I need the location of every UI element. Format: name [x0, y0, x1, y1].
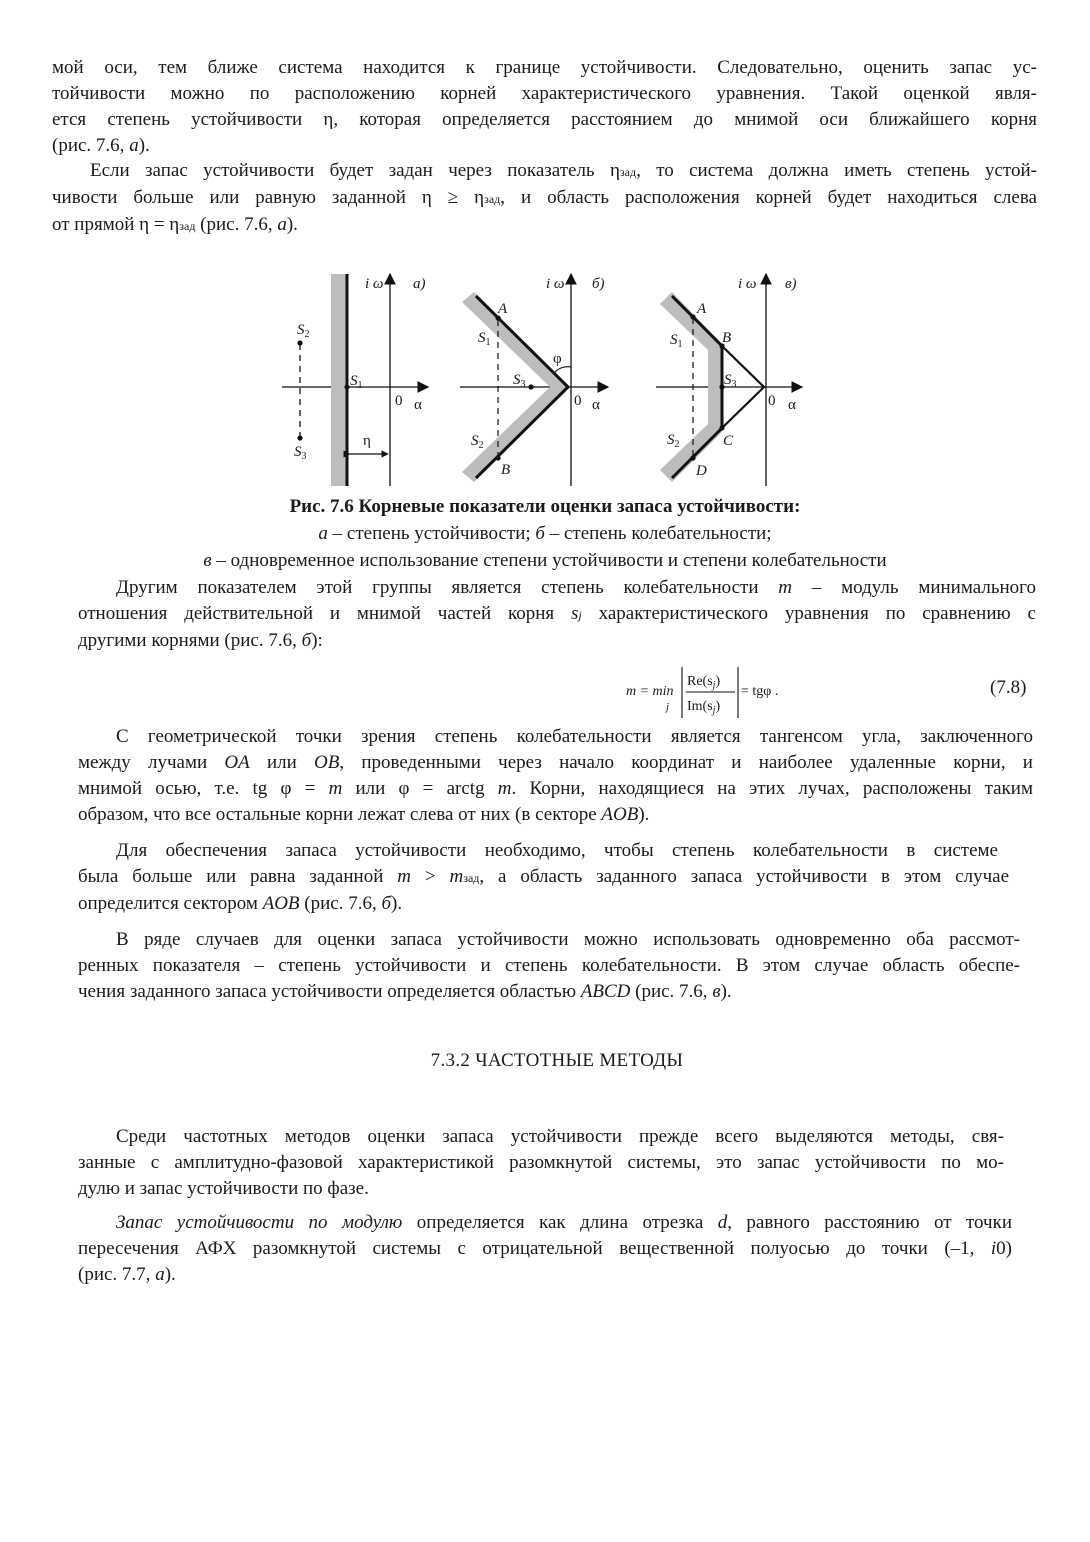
text-line: определится сектором AOB (рис. 7.6, б).	[78, 893, 403, 914]
b-label: B	[501, 462, 511, 478]
text-line: С геометрической точки зрения степень колебательности является тангенсом угла, заключенного	[116, 726, 1033, 747]
text-line: Запас устойчивости по модулю определяется как длина отрезка d, равного расстоянию от точки	[116, 1212, 1012, 1233]
equation-number: (7.8)	[990, 677, 1027, 698]
text-line: между лучами OA или OB, проведенными через начало координат и наиболее удаленные корни, и	[78, 752, 1033, 773]
text-line: ется степень устойчивости η, которая определяется расстоянием до мнимой оси ближайшего корня	[52, 109, 1037, 130]
text-line: Среди частотных методов оценки запаса устойчивости прежде всего выделяются методы, свя-	[116, 1126, 1004, 1147]
text-line: В ряде случаев для оценки запаса устойчивости можно использовать одновременно оба рассмот-	[116, 929, 1020, 950]
s3-label: $S_3$	[294, 444, 307, 462]
formula-lhs: m = min	[626, 684, 674, 699]
phi-label: φ	[553, 351, 562, 367]
s2-label: $S_2$	[297, 322, 310, 340]
s2-label: $S_2$	[667, 432, 680, 450]
b-label: B	[722, 330, 732, 346]
s1-label: $S_1$	[350, 373, 363, 391]
text-line: Если запас устойчивости будет задан через показатель ηзад, то система должна иметь степень устой-	[90, 160, 1037, 181]
root-s1	[344, 384, 349, 389]
formula-numerator: $Re(s_j)$	[687, 674, 721, 691]
x-label: α	[788, 397, 796, 413]
figure-caption-title: Рис. 7.6 Корневые показатели оценки запаса устойчивости:	[289, 496, 801, 517]
root-s2	[297, 340, 302, 345]
text-line: образом, что все остальные корни лежат слева от них (в секторе AOB).	[78, 804, 650, 825]
paragraph-3	[78, 575, 1036, 654]
panel-b	[460, 274, 608, 486]
text-line: мой оси, тем ближе система находится к границе устойчивости. Следовательно, оценить запас ус-	[52, 57, 1037, 78]
formula-index: j	[666, 701, 670, 713]
s2-label: $S_2$	[471, 433, 484, 451]
axis-label: i ω	[546, 276, 565, 292]
paragraph-5	[78, 838, 1009, 917]
axis-label: i ω	[365, 276, 384, 292]
paragraph-1	[52, 55, 1037, 159]
origin-label: 0	[768, 393, 776, 409]
s3-label: $S_3$	[513, 372, 526, 390]
a-label: A	[498, 301, 508, 317]
s3-label: $S_3$	[724, 372, 737, 390]
section-heading: 7.3.2 ЧАСТОТНЫЕ МЕТОДЫ	[430, 1050, 684, 1071]
paragraph-6	[78, 927, 1020, 1005]
text-line: тойчивости можно по расположению корней характеристического уравнения. Такой оценкой явля-	[52, 83, 1037, 104]
panel-c	[656, 274, 802, 486]
point-b	[495, 455, 500, 460]
text-line: мнимой осью, т.е. tg φ = m или φ = arctg m. Корни, находящиеся на этих лучах, расположены таким	[78, 778, 1033, 799]
d-label: D	[696, 463, 707, 479]
eta-label: η	[363, 433, 371, 449]
text-line: Для обеспечения запаса устойчивости необходимо, чтобы степень колебательности в системе	[116, 840, 998, 861]
text-line: чивости больше или равную заданной η ≥ ηзад, и область расположения корней будет находиться слева	[52, 187, 1037, 208]
panel-a	[282, 274, 428, 486]
point-a	[690, 314, 695, 319]
panel-label: в)	[785, 276, 797, 292]
text-line: другими корнями (рис. 7.6, б):	[78, 630, 323, 651]
formula-denominator: $Im(s_j)$	[687, 699, 721, 716]
a-label: A	[697, 301, 707, 317]
root-locus-figure	[270, 262, 830, 494]
axis-label: i ω	[738, 276, 757, 292]
origin-label: 0	[574, 393, 582, 409]
paragraph-4	[78, 724, 1033, 828]
point-c	[719, 425, 724, 430]
figure-caption-line: в – одновременное использование степени устойчивости и степени колебательности	[203, 550, 887, 571]
text-line: от прямой η = ηзад (рис. 7.6, а).	[52, 214, 298, 235]
s1-label: $S_1$	[478, 330, 491, 348]
origin-label: 0	[395, 393, 403, 409]
text-line: пересечения АФХ разомкнутой системы с отрицательной вещественной полуосью до точки (–1, i0)	[78, 1238, 1012, 1259]
x-label: α	[414, 397, 422, 413]
s1-label: $S_1$	[670, 332, 683, 350]
paragraph-2	[52, 158, 1037, 239]
text-line: чения заданного запаса устойчивости определяется областью ABCD (рис. 7.6, в).	[78, 981, 732, 1002]
formula-rhs: = tgφ .	[741, 684, 779, 699]
root-s3	[297, 435, 302, 440]
point-d	[690, 455, 695, 460]
text-line: была больше или равна заданной m > mзад, а область заданного запаса устойчивости в этом случае	[78, 866, 1009, 887]
text-line: отношения действительной и мнимой частей корня sj характеристического уравнения по сравнению с	[78, 603, 1036, 624]
c-label: C	[723, 433, 734, 449]
text-line: (рис. 7.7, а).	[78, 1264, 176, 1285]
paragraph-7	[78, 1124, 1004, 1202]
formula-7-8	[624, 664, 804, 722]
text-line: занные с амплитудно-фазовой характеристикой разомкнутой системы, это запас устойчивости по мо-	[78, 1152, 1004, 1173]
phi-arc	[554, 367, 571, 373]
stability-boundary-hatch	[331, 274, 347, 486]
x-label: α	[592, 397, 600, 413]
text-line: Другим показателем этой группы является степень колебательности m – модуль минимального	[116, 577, 1036, 598]
paragraph-8	[78, 1210, 1012, 1288]
panel-label: б)	[592, 276, 605, 292]
root-s3	[528, 384, 533, 389]
figure-caption-line: а – степень устойчивости; б – степень колебательности;	[318, 523, 772, 544]
text-line: дулю и запас устойчивости по фазе.	[78, 1178, 369, 1199]
text-line: ренных показателя – степень устойчивости и степень колебательности. В этом случае область обеспе-	[78, 955, 1020, 976]
panel-label: а)	[413, 276, 426, 292]
text-line: (рис. 7.6, а).	[52, 135, 150, 156]
